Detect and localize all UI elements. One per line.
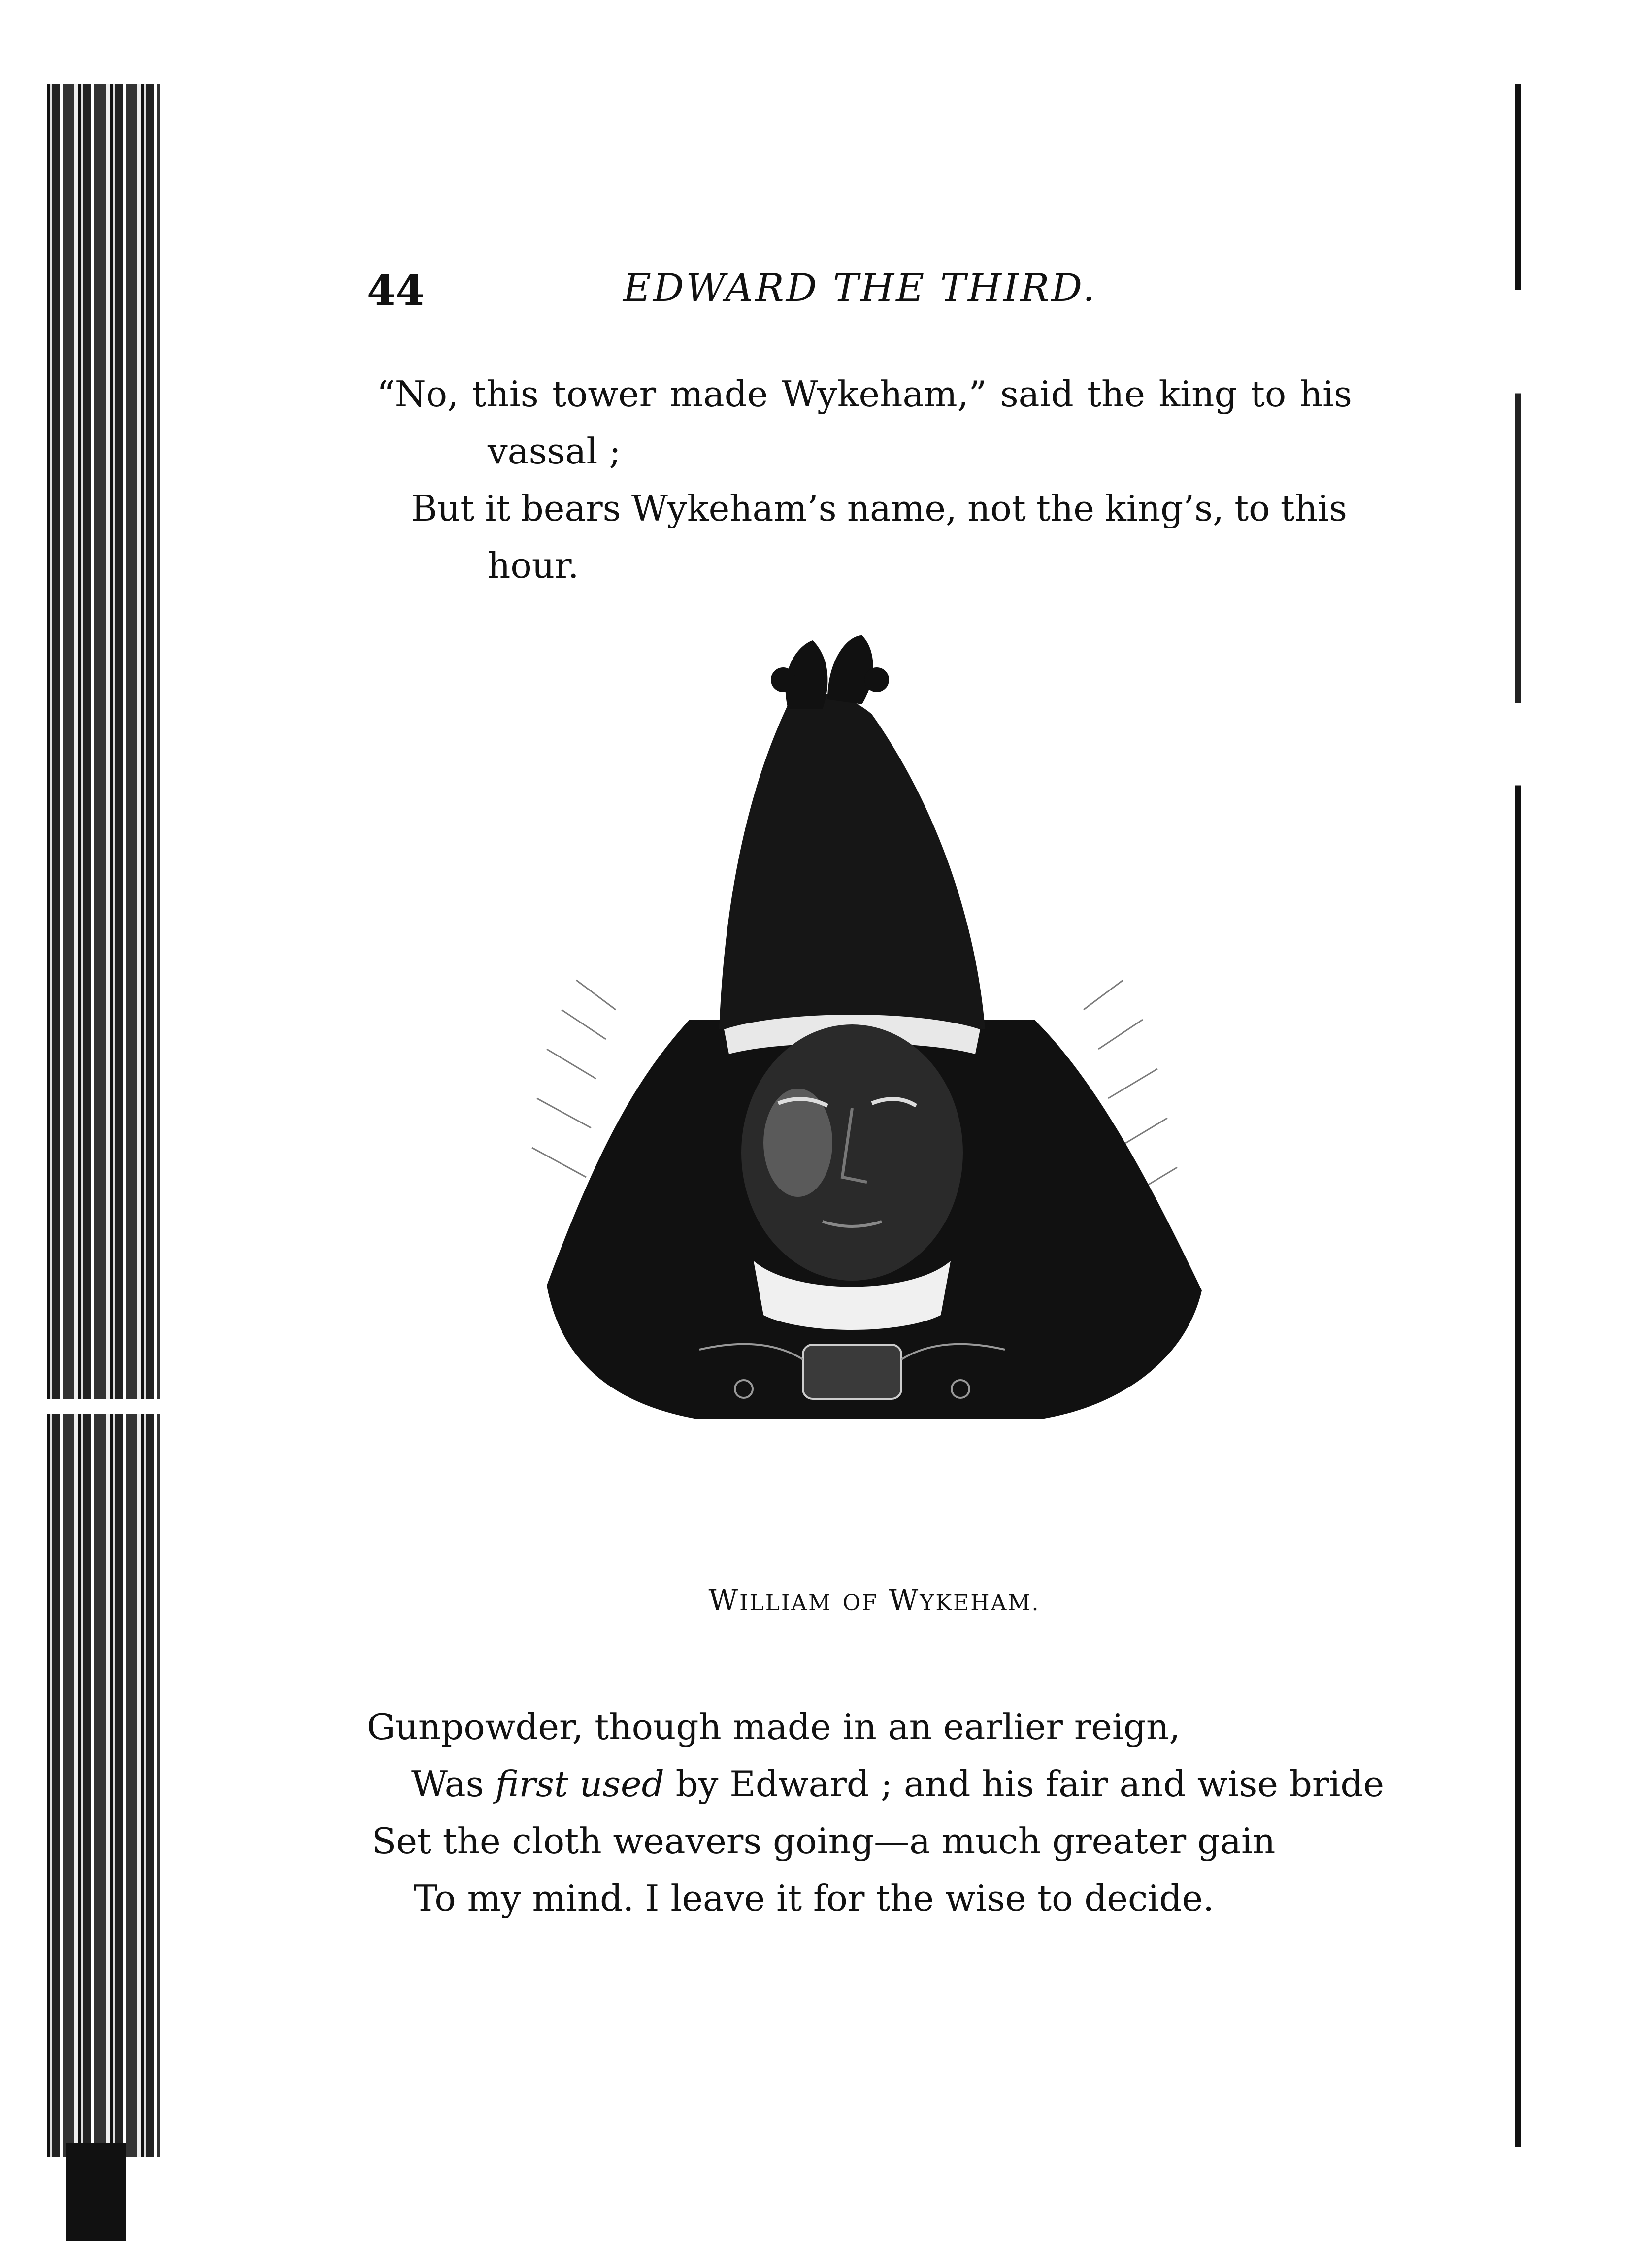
verse-bottom	[367, 1698, 1385, 1927]
emphasis-text: first used	[495, 1763, 664, 1805]
word: king’s,	[1105, 488, 1224, 529]
word: king	[1158, 373, 1237, 415]
word: this	[472, 373, 539, 415]
verse-line: Set the cloth weavers going—a much greater gain	[372, 1820, 1276, 1862]
caption-text: W	[889, 1584, 920, 1617]
word: to	[1234, 488, 1270, 529]
page-right-edge	[1515, 84, 1521, 2147]
word: made	[669, 373, 768, 415]
mitre-crest	[771, 635, 889, 709]
page-header	[367, 266, 1352, 325]
verse-line	[367, 365, 1352, 423]
word: this	[1280, 488, 1347, 529]
running-head: EDWARD THE THIRD.	[623, 266, 1097, 310]
verse-top	[367, 365, 1352, 594]
word: Wykeham’s	[631, 488, 837, 529]
verse-line: To my mind. I leave it for the wise to decide.	[414, 1878, 1214, 1919]
verse-text: Was	[411, 1763, 496, 1805]
caption-text: ILLIAM	[739, 1590, 832, 1616]
word: bears	[521, 488, 621, 529]
word: Wykeham,”	[781, 373, 987, 415]
verse-text: by Edward ; and his fair and wise bride	[664, 1763, 1385, 1805]
word: But	[411, 488, 475, 529]
figure-caption	[591, 1584, 1157, 1617]
verse-line: vassal ;	[488, 430, 621, 472]
word: said	[1000, 373, 1074, 415]
word: “No,	[377, 373, 459, 415]
page-number: 44	[367, 266, 425, 315]
word: the	[1036, 488, 1094, 529]
verse-line	[367, 480, 1347, 537]
word: it	[485, 488, 511, 529]
morse-clasp	[803, 1345, 901, 1399]
verse-line: Gunpowder, though made in an earlier reign,	[367, 1706, 1181, 1748]
mitre-shape	[719, 694, 985, 1029]
verse-line: hour.	[488, 545, 579, 586]
word: his	[1299, 373, 1352, 415]
word: to	[1250, 373, 1287, 415]
caption-text: YKEHAM.	[920, 1590, 1040, 1616]
word: the	[1087, 373, 1146, 415]
word: name,	[847, 488, 957, 529]
caption-text: OF	[842, 1590, 879, 1616]
word: not	[967, 488, 1026, 529]
portrait-illustration	[488, 635, 1251, 1552]
caption-text: W	[708, 1584, 740, 1617]
verse-line	[367, 1755, 1385, 1813]
word: tower	[552, 373, 657, 415]
book-binding-edge	[47, 84, 160, 2157]
